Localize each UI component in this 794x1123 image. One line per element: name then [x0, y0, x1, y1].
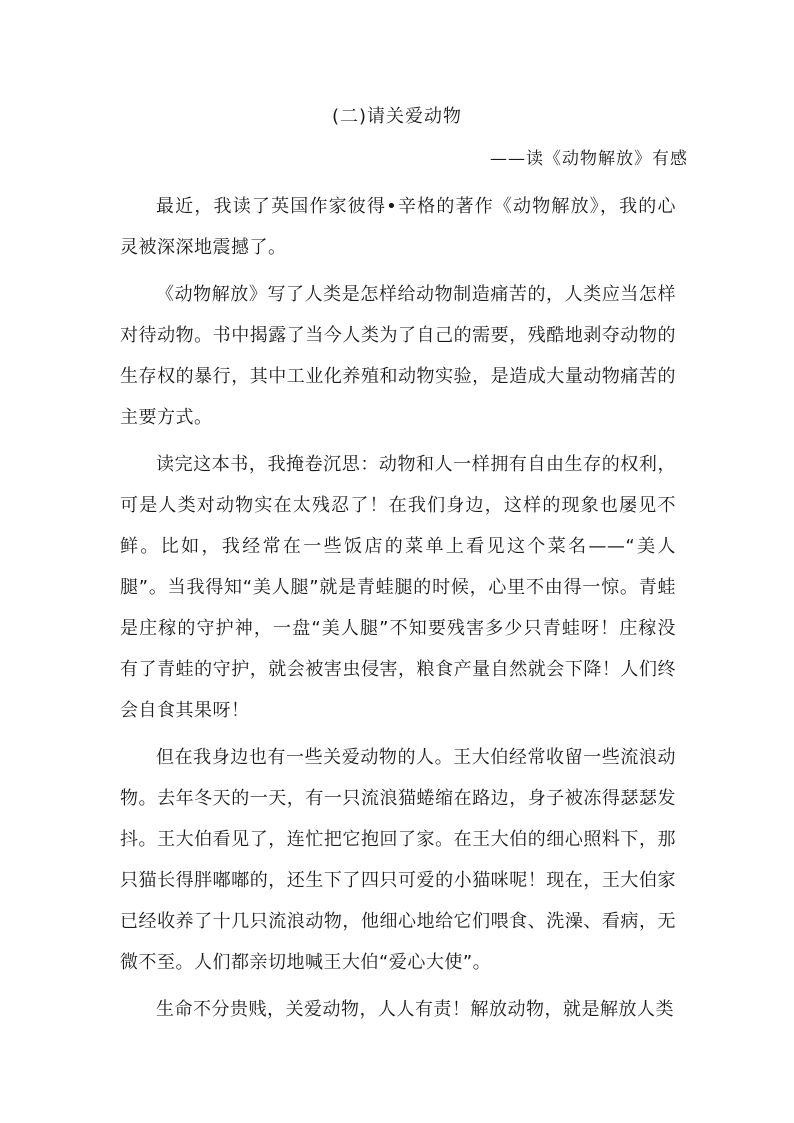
- essay-subtitle: ——读《动物解放》有感: [490, 149, 688, 169]
- essay-body: [120, 186, 676, 1036]
- paragraph: 最近，我读了英国作家彼得•辛格的著作《动物解放》，我的心灵被深深地震撼了。: [120, 196, 676, 258]
- paragraph: 但在我身边也有一些关爱动物的人。王大伯经常收留一些流浪动物。去年冬天的一天，有一只流浪猫蜷缩在路边，身子被冻得瑟瑟发抖。王大伯看见了，连忙把它抱回了家。在王大伯的细心照料下，那只猫长得胖嘟嘟的，还生下了四只可爱的小猫咪呢！现在，王大伯家已经收养了十几只流浪动物，他细心地给它们喂食、洗澡、看病，无微不至。人们都亲切地喊王大伯“爱心大使”。: [120, 747, 676, 973]
- paragraph: 《动物解放》写了人类是怎样给动物制造痛苦的，人类应当怎样对待动物。书中揭露了当今人类为了自己的需要，残酷地剥夺动物的生存权的暴行，其中工业化养殖和动物实验，是造成大量动物痛苦的主要方式。: [120, 284, 676, 428]
- paragraph: 生命不分贵贱，关爱动物，人人有责！解放动物，就是解放人类: [156, 999, 674, 1020]
- paragraph: 读完这本书，我掩卷沉思：动物和人一样拥有自由生存的权利，可是人类对动物实在太残忍了！在我们身边，这样的现象也屡见不鲜。比如，我经常在一些饭店的菜单上看见这个菜名——“美人腿”。当我得知“美人腿”就是青蛙腿的时候，心里不由得一惊。青蛙是庄稼的守护神，一盘“美人腿”不知要残害多少只青蛙呀！庄稼没有了青蛙的守护，就会被害虫侵害，粮食产量自然就会下降！人们终会自食其果呀！: [120, 454, 676, 721]
- essay-title: (二)请关爱动物: [331, 106, 463, 127]
